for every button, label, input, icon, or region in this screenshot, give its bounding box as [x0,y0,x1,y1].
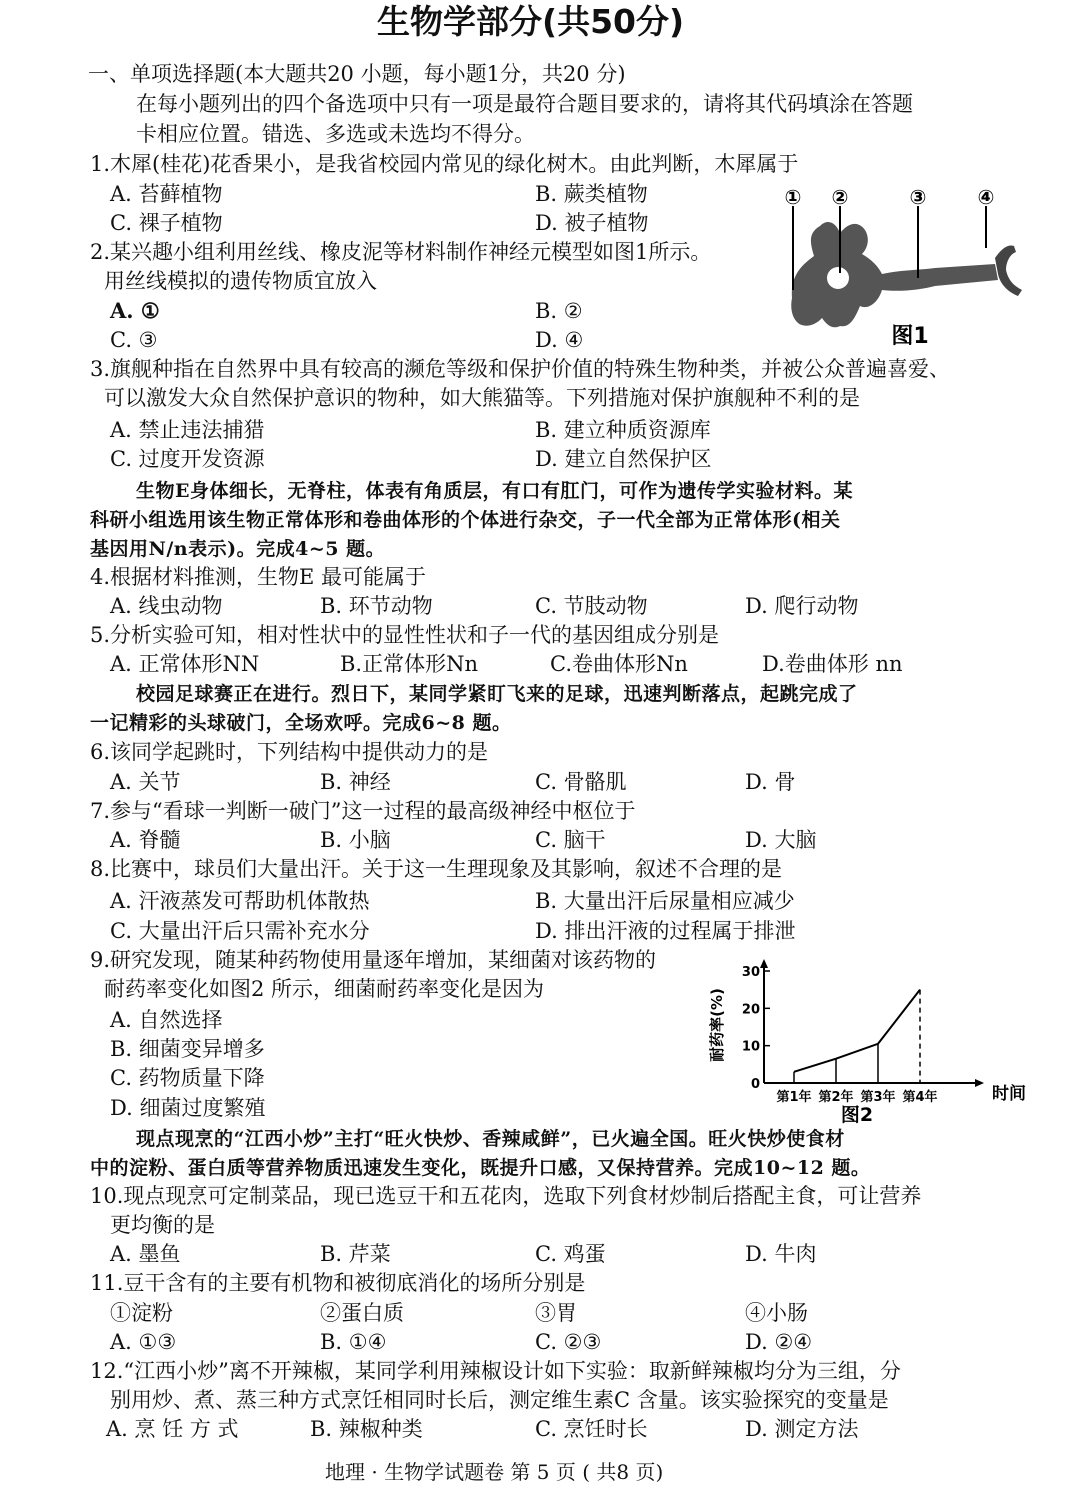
q1-option-a: A. 苔藓植物 [110,182,223,206]
q4-option-a: A. 线虫动物 [110,594,223,618]
fig1-label-2: ② [831,185,849,209]
y-tick-label: 0 [750,1077,760,1092]
q10-option-c: C. 鸡蛋 [535,1242,606,1266]
q4-option-d: D. 爬行动物 [745,594,859,618]
material-1-line-1: 生物E身体细长，无脊柱，体表有角质层，有口有肛门，可作为遗传学实验材料。某 [136,480,853,502]
x-axis-label: 时间 [992,1084,1026,1104]
q5-stem: 5.分析实验可知，相对性状中的显性性状和子一代的基因组成分别是 [90,623,720,647]
figure-2-caption: 图2 [840,1104,874,1126]
q11-item-4: ④小肠 [745,1301,808,1325]
q9-option-a: A. 自然选择 [110,1008,223,1032]
q6-option-c: C. 骨骼肌 [535,770,627,794]
material-3-line-2: 中的淀粉、蛋白质等营养物质迅速发生变化，既提升口感，又保持营养。完成10~12 题。 [90,1157,871,1179]
q11-item-1: ①淀粉 [110,1301,173,1325]
q11-stem: 11.豆干含有的主要有机物和被彻底消化的场所分别是 [90,1271,586,1295]
q3-option-d: D. 建立自然保护区 [535,447,712,471]
instructions-line-1: 在每小题列出的四个备选项中只有一项是最符合题目要求的，请将其代码填涂在答题 [136,92,913,116]
y-tick-label: 20 [741,1002,760,1018]
q5-option-d: D.卷曲体形 nn [762,652,903,676]
q11-item-3: ③胃 [535,1301,577,1325]
q2-option-d: D. ④ [535,328,584,352]
page-footer: 地理 · 生物学试题卷 第 5 页 ( 共8 页) [325,1460,664,1484]
figure-2-resistance-chart [708,955,1032,1130]
q9-stem-line-2: 耐药率变化如图2 所示，细菌耐药率变化是因为 [104,977,545,1001]
q2-option-b: B. ② [535,299,583,323]
section-heading: 一、单项选择题(本大题共20 小题，每小题1分，共20 分) [88,62,626,86]
q3-stem-line-2: 可以激发大众自然保护意识的物种，如大熊猫等。下列措施对保护旗舰种不利的是 [104,386,860,410]
q3-stem-line-1: 3.旗舰种指在自然界中具有较高的濒危等级和保护价值的特殊生物种类，并被公众普遍喜爱、 [90,357,951,381]
q1-option-c: C. 裸子植物 [110,211,223,235]
q9-option-c: C. 药物质量下降 [110,1066,265,1090]
material-1-line-3: 基因用N/n表示)。完成4~5 题。 [90,538,386,560]
y-tick-label: 10 [741,1039,760,1055]
q12-option-b: B. 辣椒种类 [310,1417,423,1441]
q12-option-c: C. 烹饪时长 [535,1417,648,1441]
y-axis-arrow-icon [760,959,768,968]
y-tick-label: 30 [741,965,760,980]
q5-option-c: C.卷曲体形Nn [550,652,688,676]
q1-option-b: B. 蕨类植物 [535,182,648,206]
q6-option-d: D. 骨 [745,770,796,794]
fig1-label-1: ① [784,185,802,209]
q10-option-b: B. 芹菜 [320,1242,391,1266]
figure-1-neuron-model [770,178,1030,353]
q4-option-c: C. 节肢动物 [535,594,648,618]
q10-stem-line-1: 10.现点现烹可定制菜品，现已选豆干和五花肉，选取下列食材炒制后搭配主食，可让营养 [90,1184,922,1208]
material-3-line-1: 现点现烹的“江西小炒”主打“旺火快炒、香辣咸鲜”，已火遍全国。旺火快炒使食材 [136,1128,845,1150]
q3-option-b: B. 建立种质资源库 [535,418,711,442]
q10-option-a: A. 墨鱼 [110,1242,181,1266]
q10-stem-line-2: 更均衡的是 [110,1213,215,1237]
q12-option-a: A. 烹 饪 方 式 [106,1417,239,1441]
q6-stem: 6.该同学起跳时，下列结构中提供动力的是 [90,740,489,764]
page-title: 生物学部分(共50分) [377,2,685,41]
q8-stem: 8.比赛中，球员们大量出汗。关于这一生理现象及其影响，叙述不合理的是 [90,857,783,881]
chart-axes [760,959,984,1087]
nucleus [827,267,849,289]
material-2-line-1: 校园足球赛正在进行。烈日下，某同学紧盯飞来的足球，迅速判断落点，起跳完成了 [136,683,858,705]
q11-item-2: ②蛋白质 [320,1301,404,1325]
q1-stem: 1.木犀(桂花)花香果小，是我省校园内常见的绿化树木。由此判断，木犀属于 [90,152,799,176]
q11-option-c: C. ②③ [535,1330,602,1354]
q4-stem: 4.根据材料推测，生物E 最可能属于 [90,565,427,589]
q7-option-c: C. 脑干 [535,828,606,852]
q1-option-d: D. 被子植物 [535,211,649,235]
q8-option-a: A. 汗液蒸发可帮助机体散热 [110,889,370,913]
q12-stem-line-2: 别用炒、煮、蒸三种方式烹饪相同时长后，测定维生素C 含量。该实验探究的变量是 [110,1388,889,1412]
x-tick-label: 第1年 [776,1090,812,1105]
q5-option-b: B.正常体形Nn [340,652,479,676]
q11-option-a: A. ①③ [110,1330,177,1354]
q6-option-b: B. 神经 [320,770,391,794]
q2-stem-line-2: 用丝线模拟的遗传物质宜放入 [104,269,377,293]
q9-option-b: B. 细菌变异增多 [110,1037,265,1061]
q6-option-a: A. 关节 [110,770,181,794]
q4-option-b: B. 环节动物 [320,594,433,618]
q12-stem-line-1: 12.“江西小炒”离不开辣椒，某同学利用辣椒设计如下实验：取新鲜辣椒均分为三组，分 [90,1359,901,1383]
q11-option-d: D. ②④ [745,1330,813,1354]
q5-option-a: A. 正常体形NN [110,652,260,676]
q7-option-b: B. 小脑 [320,828,391,852]
x-tick-label: 第2年 [818,1090,854,1105]
q10-option-d: D. 牛肉 [745,1242,817,1266]
y-axis-label: 耐药率(%) [708,988,726,1062]
q3-option-c: C. 过度开发资源 [110,447,265,471]
x-axis-arrow-icon [975,1079,984,1087]
q7-stem: 7.参与“看球一判断一破门”这一过程的最高级神经中枢位于 [90,799,636,823]
figure-1-caption: 图1 [891,324,929,349]
material-2-line-2: 一记精彩的头球破门，全场欢呼。完成6~8 题。 [90,712,512,734]
neuron-cell-body [791,222,1022,327]
resistance-series-line [794,990,920,1072]
x-tick-label: 第4年 [902,1090,938,1105]
q8-option-b: B. 大量出汗后尿量相应减少 [535,889,795,913]
fig1-label-4: ④ [977,185,995,209]
q3-option-a: A. 禁止违法捕猎 [110,418,265,442]
q9-stem-line-1: 9.研究发现，随某种药物使用量逐年增加，某细菌对该药物的 [90,948,657,972]
q7-option-d: D. 大脑 [745,828,817,852]
x-tick-label: 第3年 [860,1090,896,1105]
q2-option-a: A. ① [110,298,160,323]
q8-option-d: D. 排出汗液的过程属于排泄 [535,919,796,943]
q12-option-d: D. 测定方法 [745,1417,859,1441]
q7-option-a: A. 脊髓 [110,828,181,852]
q11-option-b: B. ①④ [320,1330,387,1354]
material-1-line-2: 科研小组选用该生物正常体形和卷曲体形的个体进行杂交，子一代全部为正常体形(相关 [90,509,841,531]
q9-option-d: D. 细菌过度繁殖 [110,1096,266,1120]
q2-stem-line-1: 2.某兴趣小组利用丝线、橡皮泥等材料制作神经元模型如图1所示。 [90,240,712,264]
q2-option-c: C. ③ [110,328,158,352]
q8-option-c: C. 大量出汗后只需补充水分 [110,919,370,943]
instructions-line-2: 卡相应位置。错选、多选或未选均不得分。 [136,122,535,146]
fig1-label-3: ③ [909,185,927,209]
